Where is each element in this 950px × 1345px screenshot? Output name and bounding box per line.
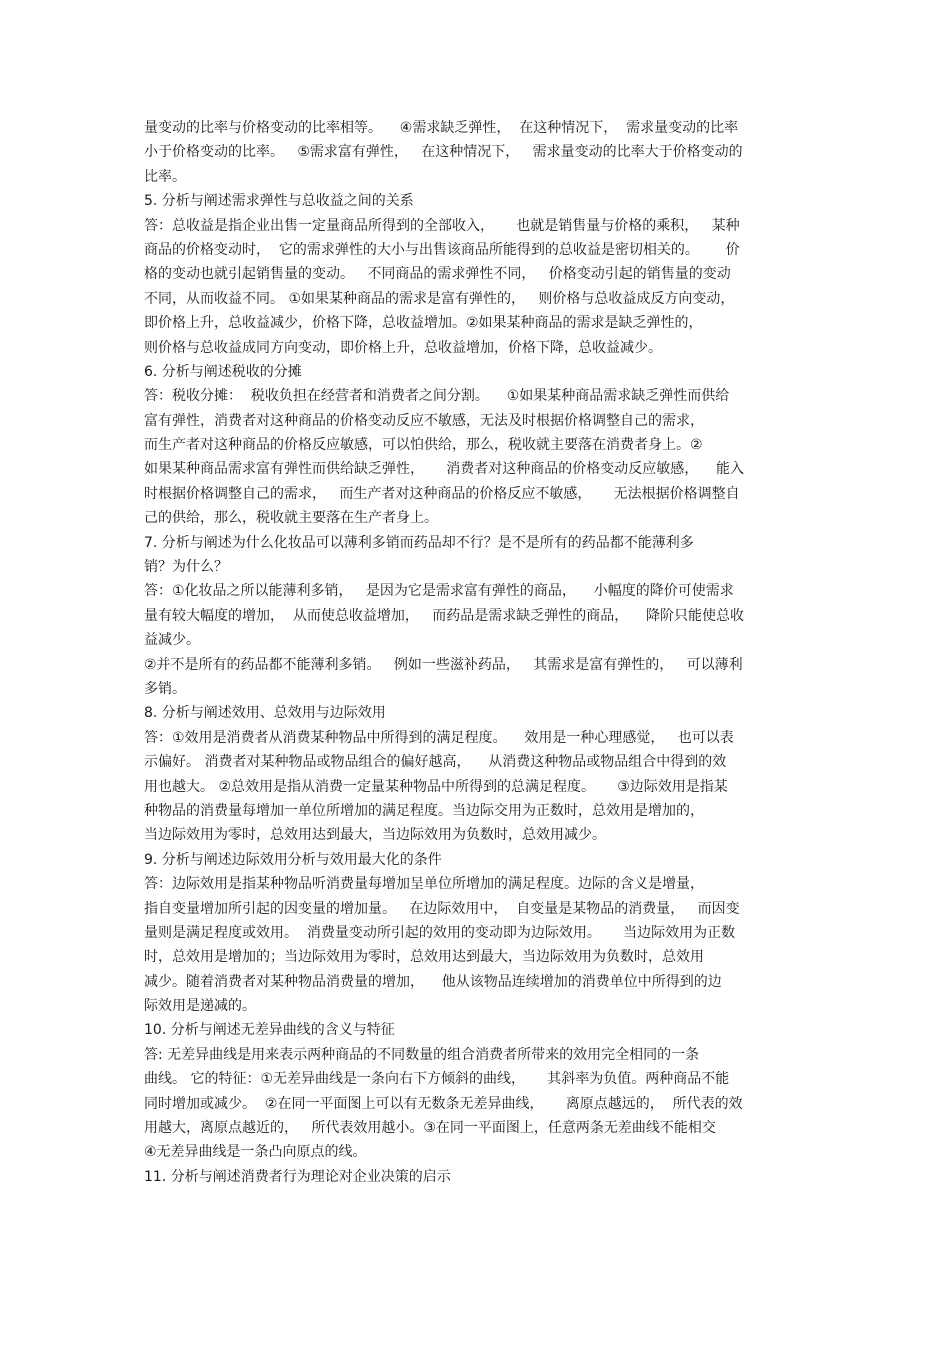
- text-line: 不同，从而收益不同。 ①如果某种商品的需求是富有弹性的， 则价格与总收益成反方向变动，: [144, 290, 735, 307]
- text-line: 时，总效用是增加的；当边际效用为零时，总效用达到最大，当边际效用为负数时，总效用: [144, 949, 704, 966]
- text-line: ④无差异曲线是一条凸向原点的线。: [144, 1144, 367, 1161]
- text-line: 销？为什么？: [144, 559, 228, 576]
- text-line: 际效用是递减的。: [144, 998, 256, 1015]
- text-line: 富有弹性，消费者对这种商品的价格变动反应不敏感，无法及时根据价格调整自己的需求，: [144, 412, 704, 429]
- text-line: 多销。: [144, 680, 186, 697]
- text-line: 时根据价格调整自己的需求， 而生产者对这种商品的价格反应不敏感， 无法根据价格调整自: [144, 485, 740, 502]
- text-line: 即价格上升，总收益减少，价格下降，总收益增加。②如果某种商品的需求是缺乏弹性的，: [144, 315, 703, 332]
- text-line: 答：边际效用是指某种物品听消费量每增加呈单位所增加的满足程度。边际的含义是增量，: [144, 876, 704, 893]
- text-line: 用也越大。 ②总效用是指从消费一定量某种物品中所得到的总满足程度。 ③边际效用是指某: [144, 778, 728, 795]
- text-line: 指自变量增加所引起的因变量的增加量。 在边际效用中， 自变量是某物品的消费量， 而因变: [144, 900, 740, 917]
- text-line: 则价格与总收益成同方向变动，即价格上升，总收益增加，价格下降，总收益减少。: [144, 339, 662, 356]
- text-line: 当边际效用为零时，总效用达到最大，当边际效用为负数时，总效用减少。: [144, 827, 606, 844]
- section-heading-5: 5. 分析与阐述需求弹性与总收益之间的关系: [144, 193, 414, 210]
- section-heading-7: 7. 分析与阐述为什么化妆品可以薄利多销而药品却不行？是不是所有的药品都不能薄利多: [144, 534, 694, 551]
- text-line: 己的供给，那么，税收就主要落在生产者身上。: [144, 510, 438, 527]
- text-line: ②并不是所有的药品都不能薄利多销。 例如一些滋补药品， 其需求是富有弹性的， 可以薄利: [144, 656, 743, 673]
- text-line: 答：税收分摊： 税收负担在经营者和消费者之间分割。 ①如果某种商品需求缺乏弹性而供给: [144, 388, 730, 405]
- text-line: 答：①效用是消费者从消费某种物品中所得到的满足程度。 效用是一种心理感觉， 也可以表: [144, 729, 734, 746]
- text-line: 量则是满足程度或效用。 消费量变动所引起的效用的变动即为边际效用。 当边际效用为正数: [144, 924, 736, 941]
- section-heading-10: 10. 分析与阐述无差异曲线的含义与特征: [144, 1022, 395, 1039]
- text-line: 比率。: [144, 168, 186, 185]
- section-heading-6: 6. 分析与阐述税收的分摊: [144, 363, 302, 380]
- text-line: 格的变动也就引起销售量的变动。 不同商品的需求弹性不同， 价格变动引起的销售量的变动: [144, 266, 731, 283]
- text-line: 用越大，离原点越近的， 所代表效用越小。③在同一平面图上，任意两条无差曲线不能相交: [144, 1120, 716, 1137]
- text-line: 商品的价格变动时， 它的需求弹性的大小与出售该商品所能得到的总收益是密切相关的。 价: [144, 241, 740, 258]
- text-line: 答：总收益是指企业出售一定量商品所得到的全部收入， 也就是销售量与价格的乘积， 某种: [144, 217, 740, 234]
- text-line: 量变动的比率与价格变动的比率相等。 ④需求缺乏弹性， 在这种情况下， 需求量变动的比率: [144, 120, 739, 136]
- text-line: 答: 无差异曲线是用来表示两种商品的不同数量的组合消费者所带来的效用完全相同的一条: [144, 1046, 700, 1063]
- text-line: 种物品的消费量每增加一单位所增加的满足程度。当边际交用为正数时，总效用是增加的，: [144, 802, 704, 819]
- section-heading-11: 11. 分析与阐述消费者行为理论对企业决策的启示: [144, 1168, 451, 1185]
- text-line: 而生产者对这种商品的价格反应敏感，可以怕供给，那么，税收就主要落在消费者身上。②: [144, 437, 703, 454]
- text-line: 答：①化妆品之所以能薄利多销， 是因为它是需求富有弹性的商品， 小幅度的降价可使需求: [144, 583, 734, 600]
- text-line: 益减少。: [144, 632, 200, 649]
- text-line: 曲线。 它的特征：①无差异曲线是一条向右下方倾斜的曲线， 其斜率为负值。两种商品不能: [144, 1071, 730, 1088]
- text-line: 示偏好。 消费者对某种物品或物品组合的偏好越高， 从消费这种物品或物品组合中得到的效: [144, 754, 727, 771]
- text-line: 减少。随着消费者对某种物品消费量的增加， 他从该物品连续增加的消费单位中所得到的边: [144, 973, 722, 990]
- text-line: 量有较大幅度的增加， 从而使总收益增加， 而药品是需求缺乏弹性的商品， 降阶只能使总收: [144, 607, 745, 624]
- section-heading-9: 9. 分析与阐述边际效用分析与效用最大化的条件: [144, 851, 442, 868]
- document-page: [144, 116, 824, 1189]
- text-line: 小于价格变动的比率。 ⑤需求富有弹性， 在这种情况下， 需求量变动的比率大于价格变动的: [144, 144, 743, 161]
- text-line: 如果某种商品需求富有弹性而供给缺乏弹性， 消费者对这种商品的价格变动反应敏感， 能入: [144, 461, 745, 478]
- section-heading-8: 8. 分析与阐述效用、总效用与边际效用: [144, 705, 386, 722]
- text-line: 同时增加或减少。 ②在同一平面图上可以有无数条无差异曲线， 离原点越远的， 所代表的效: [144, 1095, 743, 1112]
